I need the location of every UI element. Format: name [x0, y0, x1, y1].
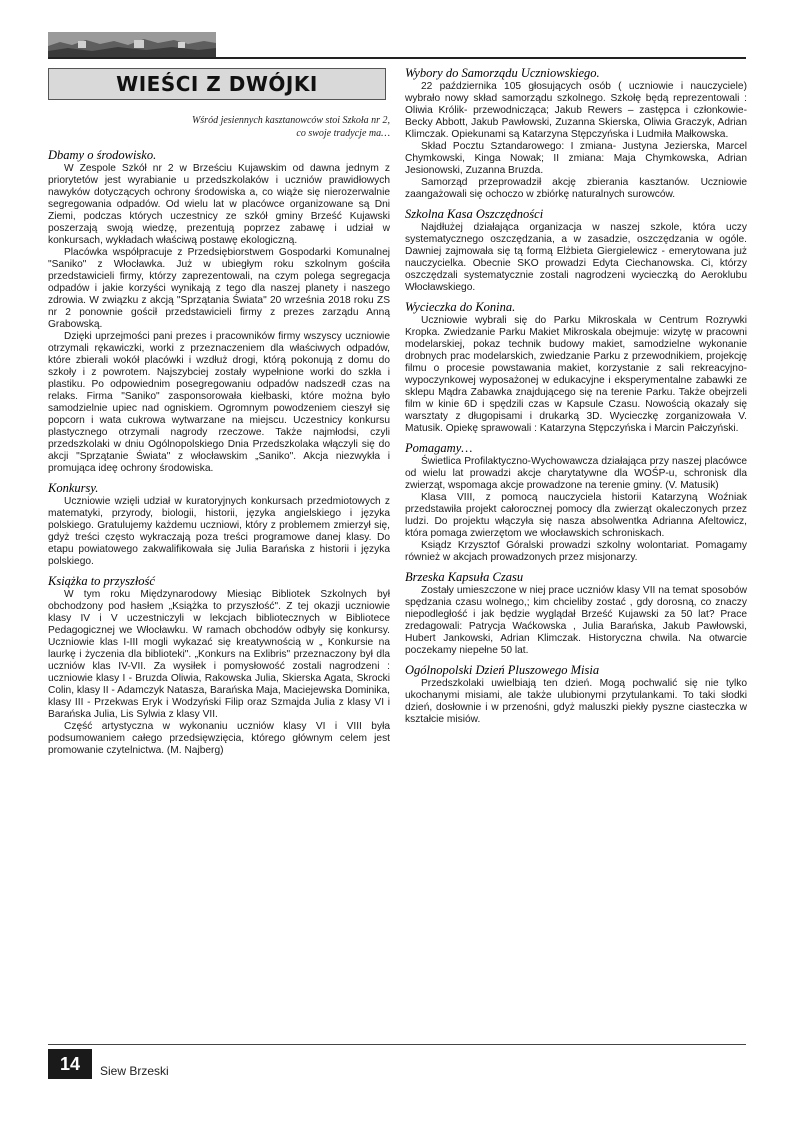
intro-line: co swoje tradycje ma…	[296, 128, 390, 139]
article-konkursy	[48, 481, 390, 568]
article-paragraph: Ksiądz Krzysztof Góralski prowadzi szkolny wolontariat. Pomagamy również w akcjach prowadzonych przez misjonarzy.	[405, 540, 747, 563]
article-heading: Ogólnopolski Dzień Pluszowego Misia	[405, 663, 600, 677]
article-heading: Dbamy o środowisko.	[48, 148, 157, 162]
article-paragraph: Samorząd przeprowadził akcję zbierania kasztanów. Uczniowie zaangażowali się ochoczo w zbiórkę naturalnych surowców.	[405, 177, 747, 200]
article-heading: Książka to przyszłość	[48, 574, 155, 588]
article-paragraph: Dzięki uprzejmości pani prezes i pracowników firmy wszyscy uczniowie otrzymali rękawiczki, worki z przeznaczeniem dla właściwych odpadów, które zbierali wokół placówki i wzdłuż drogi, którą pokonują z domu do szkoły i z powrotem. Najszybciej zostały wypełnione worki do szkła i plastiku. Po odpowiednim posegregowaniu odpadów nadszedł czas na relaks. Firma "Saniko" zasponsorowała kiełbaski, które można było samodzielnie upiec nad ogniskiem. Ogromnym powodzeniem cieszył się popcorn i wata cukrowa wytwarzane na miejscu. Uczestnicy konkursu plastycznego otrzymali nagrody rzeczowe. Także najmłodsi, czyli przedszkolaki w dniu Ogólnopolskiego Dnia Przedszkolaka włączyli się do akcji "Sprzątanie Świata" z włocławskim „Saniko". Akcja niezwykła i promująca ideę ochrony środowiska.	[48, 331, 390, 474]
article-paragraph: 22 października 105 głosujących osób ( uczniowie i nauczyciele) wybrało nowy skład samorządu szkolnego. Szkołę będą reprezentowali : Oliwia Królik- przewodnicząca; Jakub Rewers – zastępca i członkowie- Becky Abbott, Jakub Pawłowski, Zuzanna Skierska, Oliwia Graczyk, Adrian Klimczak. Opiekunami są Katarzyna Stępczyńska i Ludmiła Małkowska.	[405, 81, 747, 140]
article-paragraph: W tym roku Międzynarodowy Miesiąc Bibliotek Szkolnych był obchodzony pod hasłem „Książka to przyszłość". Z tej okazji uczniowie klasy IV i V uczestniczyli w lekcjach bibliotecznych w Bibliotece Pedagogicznej we Włocławku. W ramach obchodów odbyły się konkursy. Uczniowie klas I-III mogli wykazać się kreatywnością w „ Konkursie na laurkę i życzenia dla biblioteki". „Konkurs na Exlibris" przeznaczony był dla uczniów klas IV-VII. Za wysiłek i pomysłowość zostali nagrodzeni : uczniowie klasy I - Bruzda Oliwia, Rakowska Julia, Skierska Agata, Skrocki Colin, klasy II - Adamczyk Natasza, Barańska Maja, Maciejewska Dominika, klasy III - Przekwas Eryk i Wodzyński Filip oraz Szmajda Julia z klasy VI i Barańska Julia, Lis Sylwia z klasy VII.	[48, 589, 390, 720]
article-kapsula	[405, 570, 747, 657]
page-title: WIEŚCI Z DWÓJKI	[116, 72, 318, 96]
page-number: 14	[48, 1049, 92, 1079]
article-dbamy	[48, 148, 390, 475]
article-paragraph: Zostały umieszczone w niej prace uczniów klasy VII na temat sposobów spędzania czasu wolnego,; kim chcieliby zostać , gdy dorosną, co znaczy niepodległość i jak będzie wyglądał Brześć Kujawski za 50 lat? Prace zredagowali: Patrycja Waćkowska , Julia Barańska, Jakub Pawłowski, Hubert Jankowski, Adrian Klimczak. Historyczna chwila. Na otwarcie poczekamy niepełne 50 lat.	[405, 585, 747, 656]
article-paragraph: Najdłużej działająca organizacja w naszej szkole, która uczy systematycznego oszczędzania, a w zasadzie, oszczędzania w ogóle. Dawniej zajmowała się tą formą Elżbieta Giergielewicz - emerytowana już nauczycielka. Obecnie SKO prowadzi Edyta Ciechanowska. Ci, którzy oszczędzali systematycznie zostali nagrodzeni wycieczką do Aeroklubu Włocławskiego.	[405, 222, 747, 293]
publication-name: Siew Brzeski	[100, 1064, 169, 1078]
article-paragraph: Klasa VIII, z pomocą nauczyciela historii Katarzyną Woźniak przedstawiła projekt całorocznej pomocy dla zwierząt okaleczonych przez ludzi. Do projektu włączyła się nasza absolwentka Adrianna Afeltowicz, która pomaga zwierzętom we włocławskich schroniskach.	[405, 492, 747, 539]
right-column	[405, 66, 747, 732]
intro-line: Wśród jesiennych kasztanowców stoi Szkoła nr 2,	[191, 115, 390, 126]
article-paragraph: Skład Pocztu Sztandarowego: I zmiana- Justyna Jezierska, Marcel Chymkowski, Kinga Nowak; II zmiana: Maja Chymkowska, Adrian Jesionowski, Zuzanna Bruzda.	[405, 141, 747, 176]
article-wycieczka	[405, 300, 747, 435]
top-rule	[48, 57, 746, 59]
left-column	[48, 68, 390, 763]
intro-quote	[48, 114, 390, 140]
article-heading: Brzeska Kapsuła Czasu	[405, 570, 524, 584]
article-ksiazka	[48, 574, 390, 757]
article-pomagamy	[405, 441, 747, 564]
page-title-box	[48, 68, 386, 100]
footer-rule	[48, 1044, 746, 1045]
article-heading: Wybory do Samorządu Uczniowskiego.	[405, 66, 600, 80]
article-paragraph: Świetlica Profilaktyczno-Wychowawcza działająca przy naszej placówce od wielu lat prowadzi akcje charytatywne dla WOŚP-u, schronisk dla zwierząt, wspomaga akcje prowadzone na terenie gminy. (V. Matusik)	[405, 456, 747, 491]
masthead-banner-image	[48, 32, 216, 57]
article-heading: Konkursy.	[48, 481, 99, 495]
article-paragraph: Placówka współpracuje z Przedsiębiorstwem Gospodarki Komunalnej "Saniko" z Włocławka. Już w ubiegłym roku szkolnym gościła przedstawicieli firmy, którzy zaprezentowali, na czym polega segregacja odpadów i jakie korzyści wynikają z tego dla naszej planety i naszego zdrowia. W związku z akcją "Sprzątania Świata" 20 września 2018 roku ZS nr 2 ponownie gościł przedstawicieli firmy z prezes zarządu Anną Grabowską.	[48, 247, 390, 330]
article-mis	[405, 663, 747, 726]
article-heading: Wycieczka do Konina.	[405, 300, 516, 314]
article-heading: Szkolna Kasa Oszczędności	[405, 207, 544, 221]
article-paragraph: Część artystyczna w wykonaniu uczniów klasy VI i VIII była podsumowaniem całego przedsięwzięcia, którego głównym celem jest promowanie czytelnictwa. (M. Najberg)	[48, 721, 390, 756]
article-paragraph: Uczniowie wzięli udział w kuratoryjnych konkursach przedmiotowych z matematyki, przyrody, biologii, historii, języka angielskiego i języka polskiego. Gratulujemy każdemu uczniowi, który z problemem zmierzył się, gdyż treści często wykraczają poza treści programowe danej klasy. Do etapu powiatowego zakwalifikowała się Julia Barańska z historii i języka polskiego.	[48, 496, 390, 567]
article-paragraph: W Zespole Szkół nr 2 w Brześciu Kujawskim od dawna jednym z priorytetów jest wyrabianie u przedszkolaków i uczniów prawidłowych nawyków dotyczących ochrony środowiska a, co wiąże się nierozerwalnie segregowania odpadów. Od wielu lat w placówce organizowane są Dni Ziemi, podczas których uczestnicy ze szkół gminy Brześć Kujawski poszerzają swoją wiedzę, prezentują poprzez zabawę i udział w konkursach, wykładach właściwą postawę ekologiczną.	[48, 163, 390, 246]
article-paragraph: Uczniowie wybrali się do Parku Mikroskala w Centrum Rozrywki Kropka. Zwiedzanie Parku Makiet Mikroskala obejmuje: wizytę w pracowni modelarskiej, pokaz technik budowy makiet, samodzielne wykonanie drobnych prac modelarskich, zwiedzanie Parku z przewodnikiem, projekcję filmu o procesie powstawania makiet, korzystanie z sali rekreacyjno-wypoczynkowej wyposażonej w edukacyjne i eksperymentalne zabawki ze sklepu Mądra Zabawka znajdującego się na terenie Parku. Także obejrzeli film w kinie 6D i spędzili czas w Kapsule Czasu. Nowością okazały się warsztaty z długopisami i drukarką 3D. Wycieczkę zorganizowała V. Matusik. Opiekę sprawowali : Katarzyna Stępczyńska i Marcin Pałczyński.	[405, 315, 747, 434]
article-wybory	[405, 66, 747, 201]
article-heading: Pomagamy…	[405, 441, 473, 455]
article-paragraph: Przedszkolaki uwielbiają ten dzień. Mogą pochwalić się nie tylko ukochanymi misiami, ale także ulubionymi przytulankami. To taki słodki dzień, dosłownie i w przenośni, gdyż maluszki piekły pyszne ciasteczka w kształcie misiów.	[405, 678, 747, 725]
article-sko	[405, 207, 747, 294]
